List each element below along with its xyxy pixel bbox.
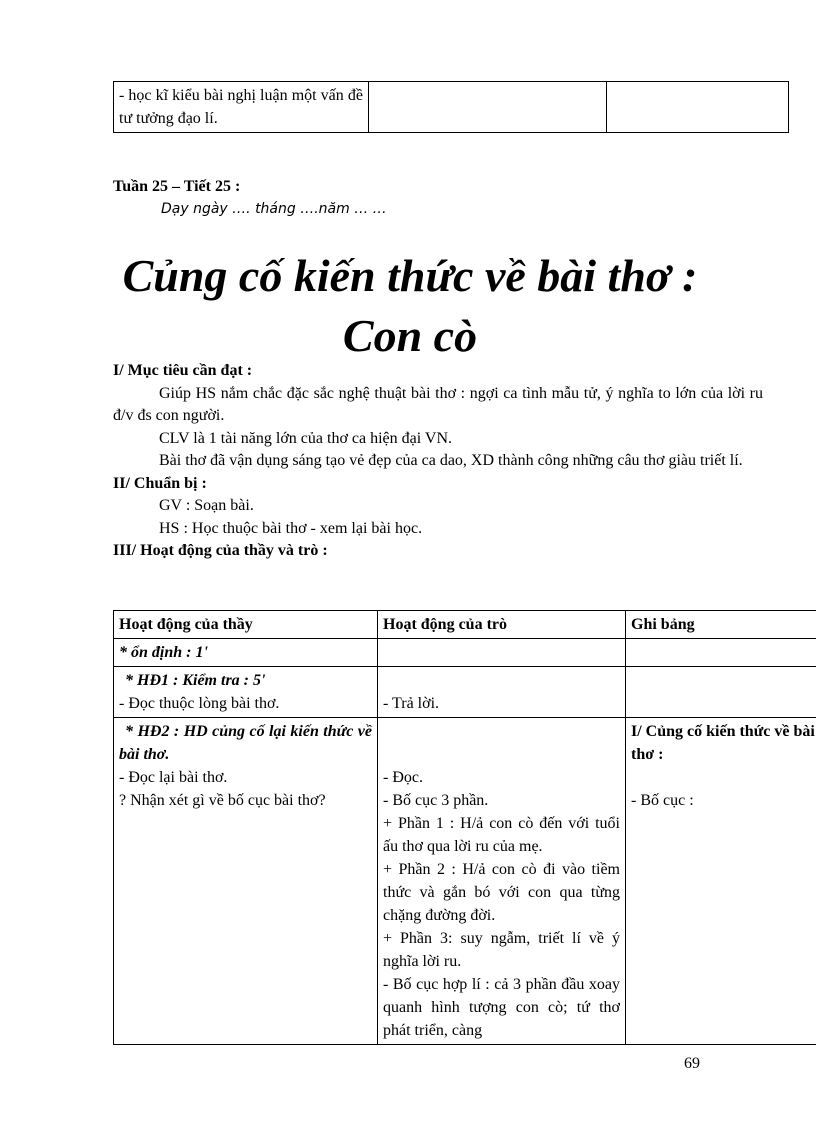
- header-teacher: Hoạt động của thầy: [114, 611, 378, 639]
- paragraph: Giúp HS nắm chắc đặc sắc nghệ thuật bài thơ : ngợi ca tình mẫu tử, ý nghĩa to lớn của lời ru đ/v đs con người.: [113, 384, 763, 424]
- student-response: - Bố cục hợp lí : cả 3 phần đầu xoay quanh hình tượng con cò; tứ thơ phát triển, càng: [383, 976, 620, 1039]
- section-heading-objectives: I/ Mục tiêu cần đạt :: [113, 362, 253, 379]
- student-response: - Trả lời.: [383, 695, 440, 712]
- lesson-body: [113, 360, 763, 563]
- spacer: [383, 720, 620, 766]
- header-board: Ghi bảng: [626, 611, 816, 639]
- table-cell: [378, 667, 626, 718]
- table-row: [114, 639, 816, 667]
- table-cell: [369, 82, 607, 133]
- table-cell: [114, 667, 378, 718]
- teaching-date-line: Dạy ngày …. tháng ….năm … …: [161, 201, 387, 217]
- table-row: [114, 82, 789, 133]
- lesson-title: [60, 246, 760, 366]
- table-cell: [378, 639, 626, 667]
- activity-text: - Đọc thuộc lòng bài thơ.: [119, 695, 280, 712]
- header-student: Hoạt động của trò: [378, 611, 626, 639]
- spacer: [631, 766, 815, 789]
- title-line-1: Củng cố kiến thức về bài thơ :: [122, 250, 698, 301]
- teacher-preparation: GV : Soạn bài.: [159, 497, 254, 514]
- board-heading: I/ Củng cố kiến thức về bài thơ :: [631, 723, 815, 763]
- student-response: - Đọc.: [383, 769, 423, 786]
- table-cell: [626, 718, 816, 1045]
- section-heading-activities: III/ Hoạt động của thầy và trò :: [113, 542, 328, 559]
- student-preparation: HS : Học thuộc bài thơ - xem lại bài học.: [159, 519, 423, 537]
- activities-table: [113, 610, 816, 1045]
- board-note: - Bố cục :: [631, 792, 694, 809]
- table-cell: [626, 667, 816, 718]
- student-response: + Phần 1 : H/ả con cò đến với tuổi ấu thơ qua lời ru của mẹ.: [383, 815, 620, 855]
- table-cell: [114, 718, 378, 1045]
- table-header-row: [114, 611, 816, 639]
- table-cell: [378, 718, 626, 1045]
- student-response: + Phần 3: suy ngẫm, triết lí về ý nghĩa lời ru.: [383, 930, 620, 970]
- student-response: + Phần 2 : H/ả con cò đi vào tiềm thức và gắn bó với con qua từng chặng đường đời.: [383, 861, 620, 924]
- section-heading-preparation: II/ Chuẩn bị :: [113, 474, 207, 492]
- title-line-2: Con cò: [342, 310, 478, 361]
- student-response: - Bố cục 3 phần.: [383, 792, 489, 809]
- table-cell: [626, 639, 816, 667]
- week-period-line: Tuần 25 – Tiết 25 :: [113, 178, 241, 195]
- table-cell: - học kĩ kiểu bài nghị luận một vấn đề tư tưởng đạo lí.: [114, 82, 369, 133]
- activity-text: - Đọc lại bài thơ.: [119, 769, 228, 786]
- paragraph: CLV là 1 tài năng lớn của thơ ca hiện đại VN.: [159, 429, 453, 447]
- stabilize-cell: * ổn định : 1': [114, 639, 378, 667]
- spacer: [383, 669, 620, 692]
- previous-lesson-table: [113, 81, 789, 133]
- table-row: [114, 667, 816, 718]
- activity-question: ? Nhận xét gì về bố cục bài thơ?: [119, 792, 326, 809]
- activity-title: * HĐ2 : HD củng cố lại kiến thức về bài thơ.: [119, 723, 372, 763]
- lesson-header: [113, 176, 773, 220]
- activity-title: * HĐ1 : Kiểm tra : 5': [125, 672, 266, 689]
- table-row: [114, 718, 816, 1045]
- page-number: 69: [684, 1055, 700, 1072]
- table-cell: [607, 82, 789, 133]
- paragraph: Bài thơ đã vận dụng sáng tạo vẻ đẹp của ca dao, XD thành công những câu thơ giàu triết lí.: [159, 452, 743, 469]
